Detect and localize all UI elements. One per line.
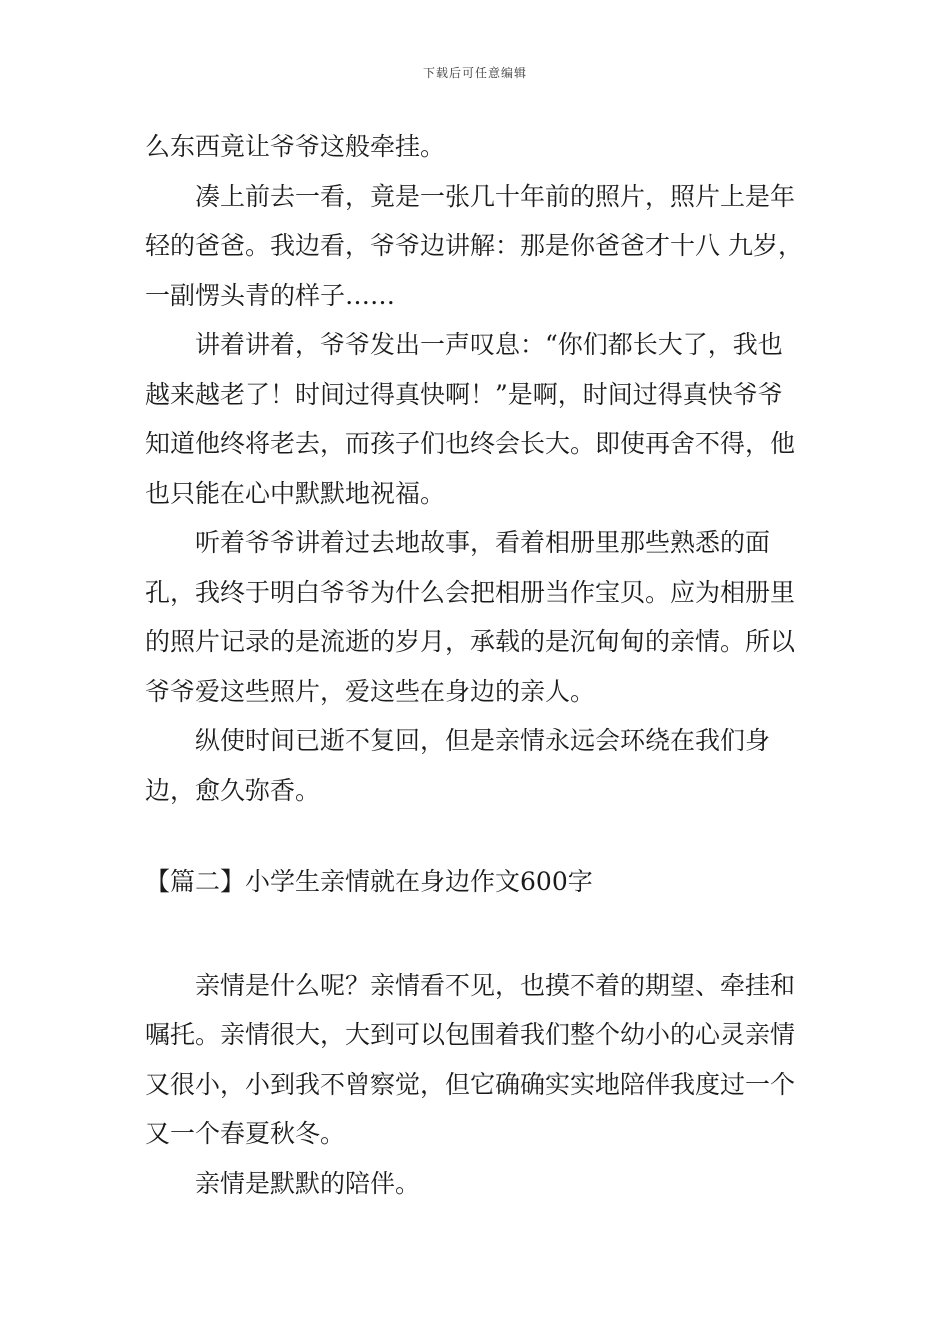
paragraph: 凑上前去一看，竟是一张几十年前的照片，照片上是年轻的爸爸。我边看，爷爷边讲解：那是你爸爸才十八 九岁，一副愣头青的样子…… (145, 181, 803, 310)
paragraph: 亲情是什么呢？亲情看不见，也摸不着的期望、牵挂和嘱托。亲情很大，大到可以包围着我们整个幼小的心灵亲情又很小，小到我不曾察觉，但它确确实实地陪伴我度过一个又一个春夏秋冬。 (145, 970, 796, 1148)
paragraph: 听着爷爷讲着过去地故事，看着相册里那些熟悉的面孔，我终于明白爷爷为什么会把相册当作宝贝。应为相册里的照片记录的是流逝的岁月，承载的是沉甸甸的亲情。所以爷爷爱这些照片，爱这些在身边的亲人。 (145, 528, 796, 706)
header-note: 下载后可任意编辑 (422, 66, 527, 80)
paragraph: 纵使时间已逝不复回，但是亲情永远会环绕在我们身边，愈久弥香。 (145, 726, 771, 805)
section-title: 【篇二】小学生亲情就在身边作文600字 (145, 867, 593, 896)
paragraph-continuation: 么东西竟让爷爷这般牵挂。 (145, 132, 446, 161)
document-body (145, 122, 807, 1208)
paragraph: 亲情是默默的陪伴。 (195, 1168, 421, 1198)
spacer (145, 907, 807, 961)
paragraph: 讲着讲着，爷爷发出一声叹息：“你们都长大了，我也越来越老了！时间过得真快啊！”是啊，时间过得真快爷爷知道他终将老去，而孩子们也终会长大。即使再舍不得，他也只能在心中默默地祝福。 (145, 330, 796, 508)
